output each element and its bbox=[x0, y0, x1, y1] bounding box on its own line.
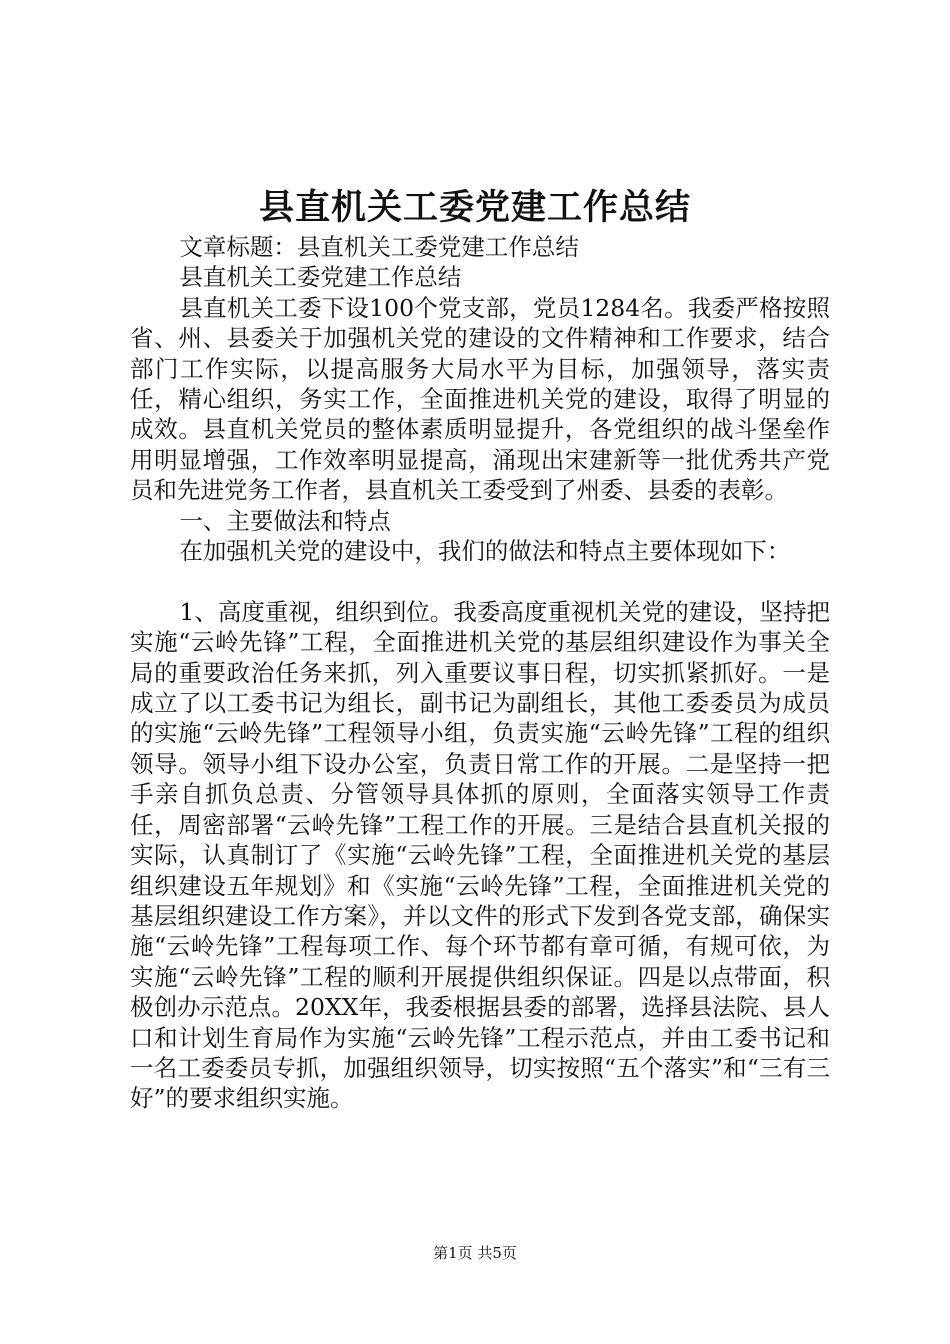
section-heading: 一、主要做法和特点 bbox=[179, 506, 391, 535]
document-body bbox=[130, 232, 830, 1114]
article-title-line: 文章标题：县直机关工委党建工作总结 bbox=[179, 233, 579, 261]
intro-paragraph: 县直机关工委下设100个党支部，党员1284名。我委严格按照省、州、县委关于加强机关党的建设的文件精神和工作要求，结合部门工作实际，以提高服务大局水平为目标，加强领导，落实责任，精心组织，务实工作，全面推进机关党的建设，取得了明显的成效。县直机关党员的整体素质明显提升，各党组织的战斗堡垒作用明显增强，工作效率明显提高，涌现出宋建新等一批优秀共产党员和先进党务工作者，县直机关工委受到了州委、县委的表彰。 bbox=[130, 293, 830, 505]
page-footer: 第1页 共5页 bbox=[433, 1244, 517, 1262]
paragraph-spacer bbox=[130, 566, 830, 596]
item-1-paragraph: 1、高度重视，组织到位。我委高度重视机关党的建设，坚持把实施“云岭先锋”工程，全面推进机关党的基层组织建设作为事关全局的重要政治任务来抓，列入重要议事日程，切实抓紧抓好。一是成立了以工委书记为组长，副书记为副组长，其他工委委员为成员的实施“云岭先锋”工程领导小组，负责实施“云岭先锋”工程的组织领导。领导小组下设办公室，负责日常工作的开展。二是坚持一把手亲自抓负总责、分管领导具体抓的原则，全面落实领导工作责任，周密部署“云岭先锋”工程工作的开展。三是结合县直机关报的实际，认真制订了《实施“云岭先锋”工程，全面推进机关党的基层组织建设五年规划》和《实施“云岭先锋”工程，全面推进机关党的基层组织建设工作方案》，并以文件的形式下发到各党支部，确保实施“云岭先锋”工程每项工作、每个环节都有章可循，有规可依，为实施“云岭先锋”工程的顺利开展提供组织保证。四是以点带面，积极创办示范点。20XX年，我委根据县委的部署，选择县法院、县人口和计划生育局作为实施“云岭先锋”工程示范点，并由工委书记和一名工委委员专抓，加强组织领导，切实按照“五个落实”和“三有三好”的要求组织实施。 bbox=[130, 597, 830, 1113]
section-intro-paragraph: 在加强机关党的建设中，我们的做法和特点主要体现如下： bbox=[179, 537, 791, 566]
document-title: 县直机关工委党建工作总结 bbox=[258, 187, 691, 228]
subtitle-line: 县直机关工委党建工作总结 bbox=[179, 263, 462, 292]
